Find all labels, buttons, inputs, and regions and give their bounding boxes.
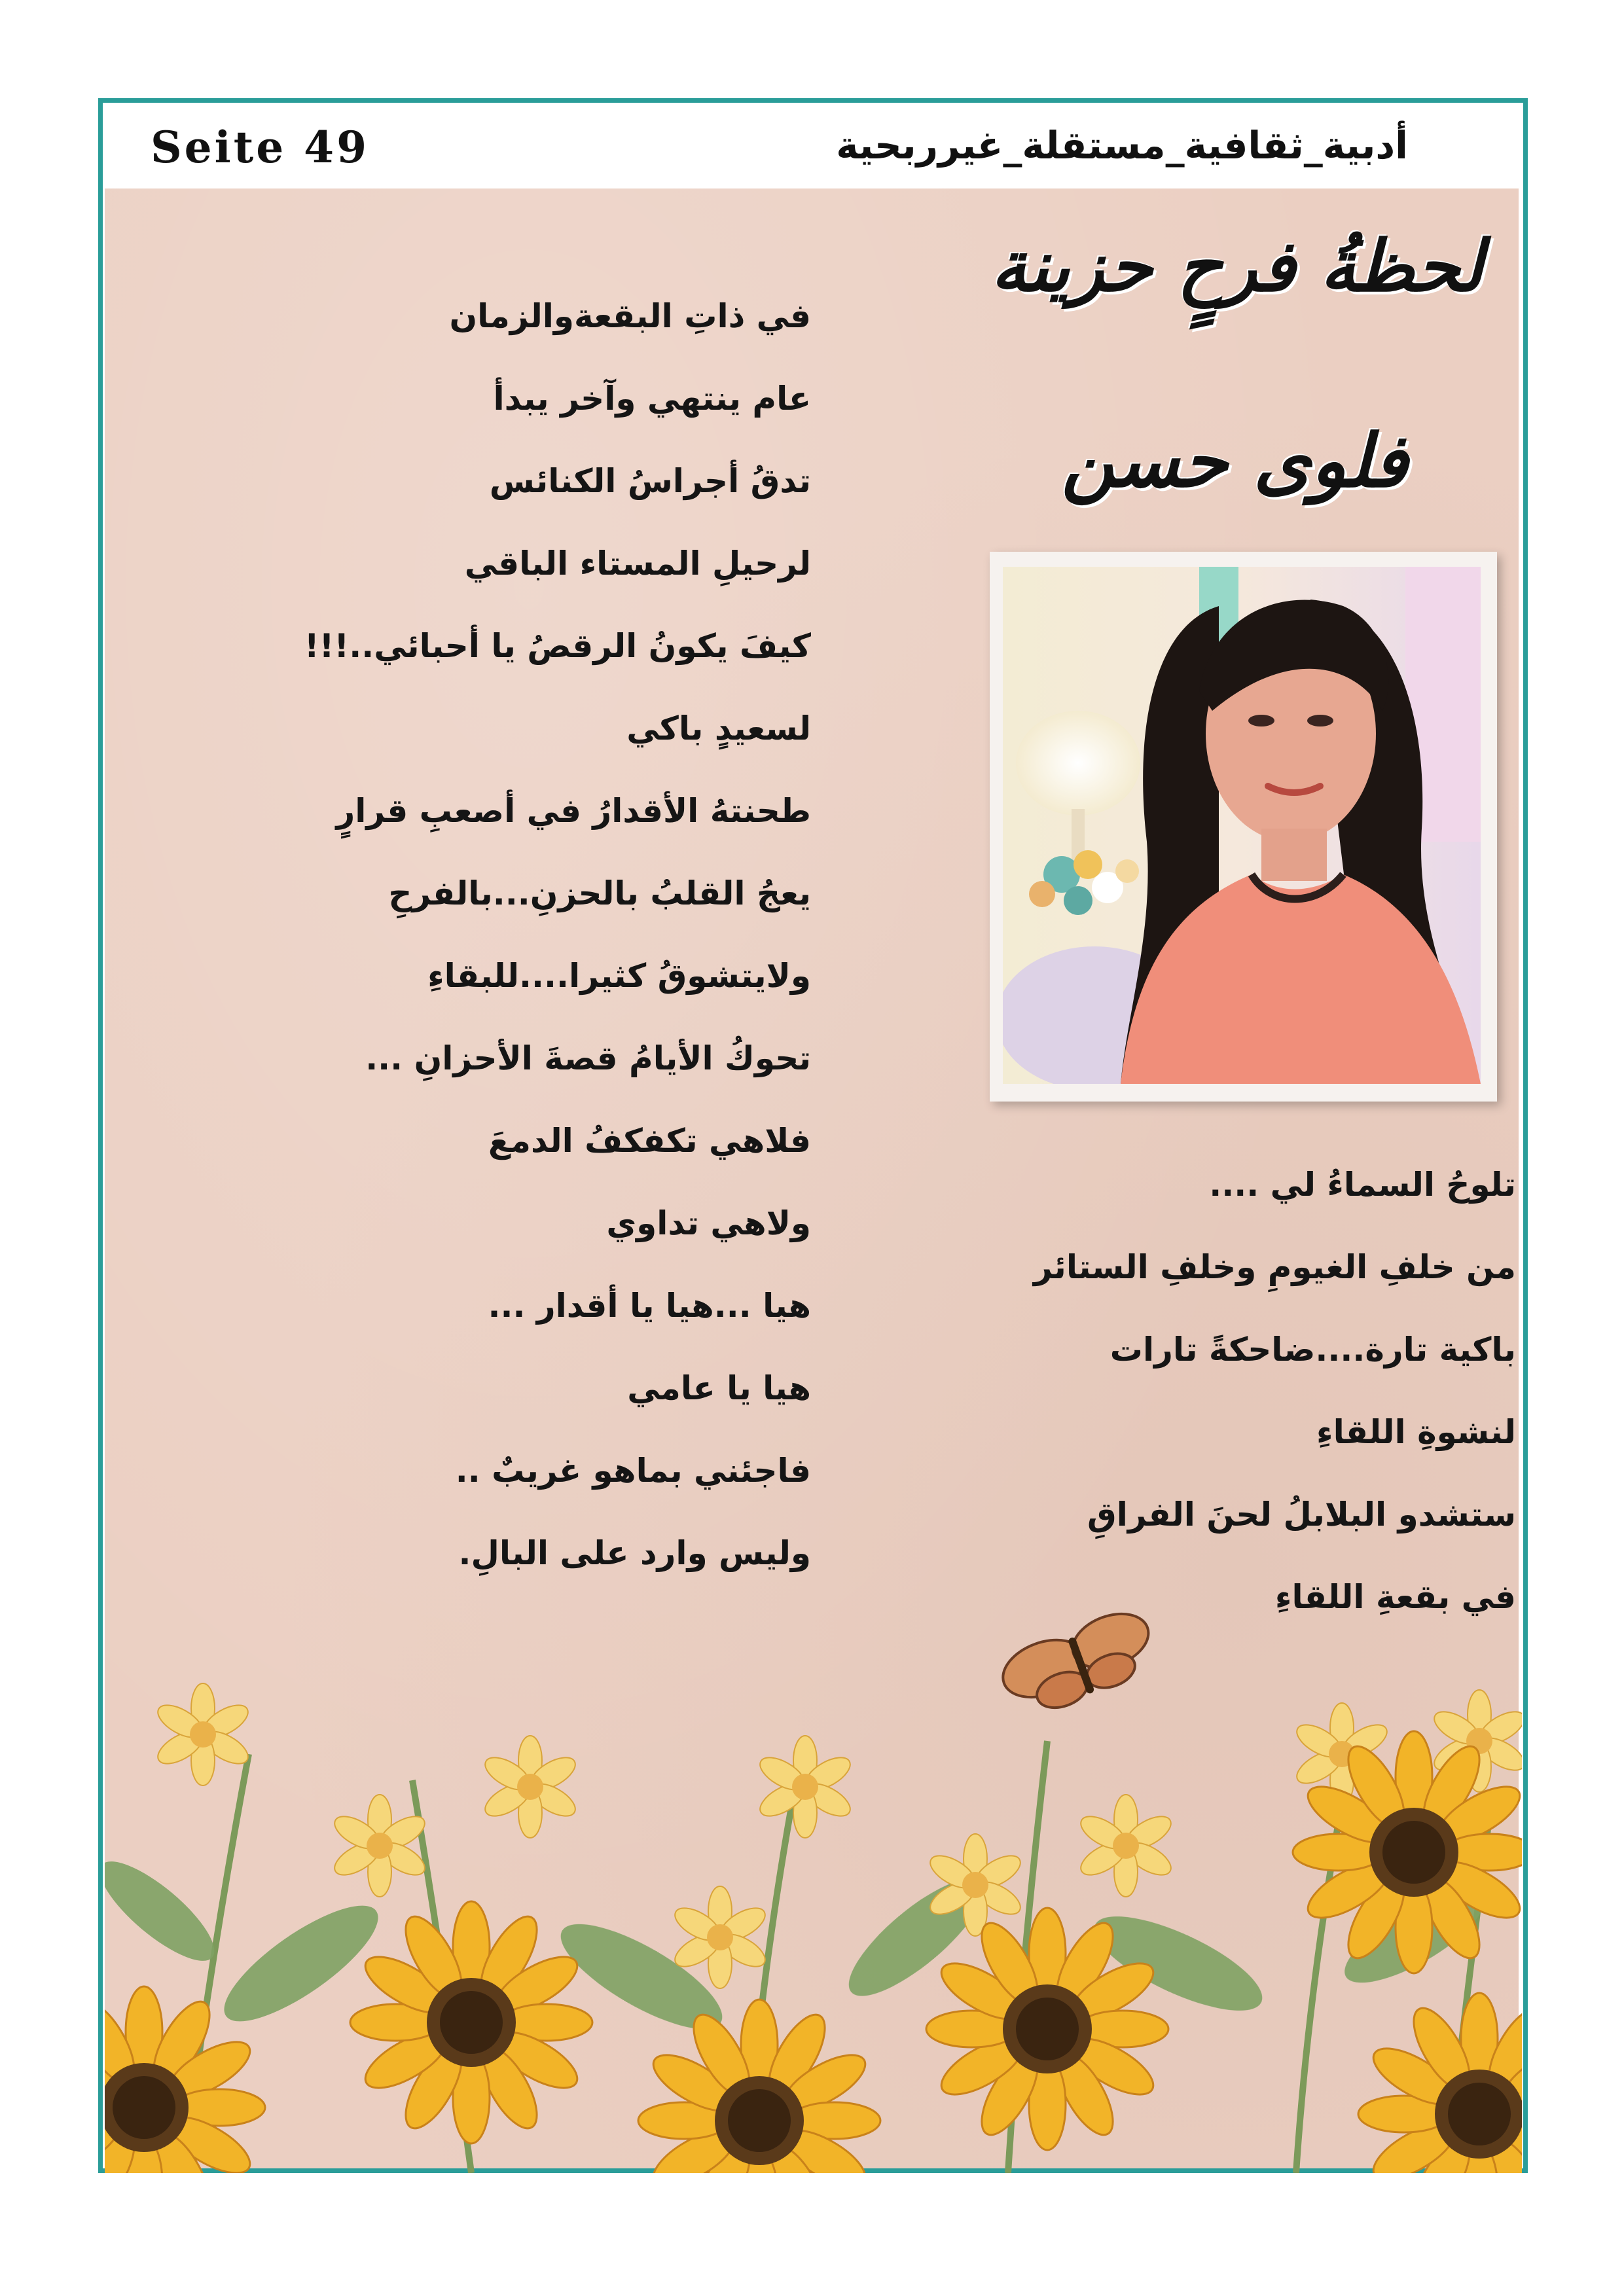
poem-line: ولاهي تداوي <box>606 1204 811 1242</box>
poem-line: تحوكُ الأيامُ قصةَ الأحزانِ ... <box>365 1039 811 1077</box>
sunflower-border <box>105 1571 1522 2173</box>
poem-line: هيا ...هيا يا أقدار ... <box>488 1287 811 1325</box>
poem-line: تلوحُ السماءُ لي .... <box>1209 1166 1516 1204</box>
poem-line: في ذاتِ البقعةوالزمان <box>449 297 811 335</box>
author-portrait-photo <box>1003 567 1481 1084</box>
poem-line: لسعيدٍ باكي <box>626 709 811 747</box>
poem-line: هيا يا عامي <box>627 1369 811 1407</box>
poem-right-column <box>1034 1143 1516 1638</box>
poem-line: طحنتهُ الأقدارُ في أصعبِ قرارٍ <box>336 792 811 830</box>
magazine-tagline: أدبية_ثقافية_مستقلة_غيرربحية <box>836 123 1408 168</box>
poem-line: لنشوةِ اللقاءِ <box>1316 1413 1516 1451</box>
poem-line: في بقعةِ اللقاءِ <box>1274 1578 1516 1616</box>
poem-line: من خلفِ الغيومِ وخلفِ الستائر <box>1033 1248 1516 1286</box>
poem-line: تدقُ أجراسُ الكنائس <box>489 462 811 500</box>
poem-line: ستشدو البلابلُ لحنَ الفراقِ <box>1087 1496 1516 1534</box>
poem-line: عام ينتهي وآخر يبدأ <box>493 380 811 418</box>
poem-line: كيفَ يكونُ الرقصُ يا أحبائي..!!! <box>304 627 811 665</box>
poem-left-column <box>304 275 811 1594</box>
poem-line: وليس وارد على البالِ. <box>458 1534 811 1572</box>
author-portrait <box>1003 567 1481 1084</box>
sunflower-border-illustration <box>105 1571 1522 2173</box>
poem-line: يعجُ القلبُ بالحزنِ...بالفرحِ <box>388 874 811 912</box>
poet-name: فلوى حسن <box>1061 419 1408 504</box>
butterfly-illustration <box>994 1604 1163 1723</box>
poem-line: فاجئني بماهو غريبٌ .. <box>455 1452 811 1490</box>
poem-line: ولايتشوقُ كثيرا....للبقاءِ <box>427 957 811 995</box>
page-number: Seite 49 <box>151 122 370 173</box>
poem-line: باكية تارة....ضاحكةً تارات <box>1110 1331 1516 1369</box>
poem-title: لحظةُ فرحٍ حزينة <box>990 226 1483 308</box>
poem-line: لرحيلِ المستاء الباقي <box>464 545 811 583</box>
poem-line: فلاهي تكفكفُ الدمعَ <box>488 1122 811 1160</box>
